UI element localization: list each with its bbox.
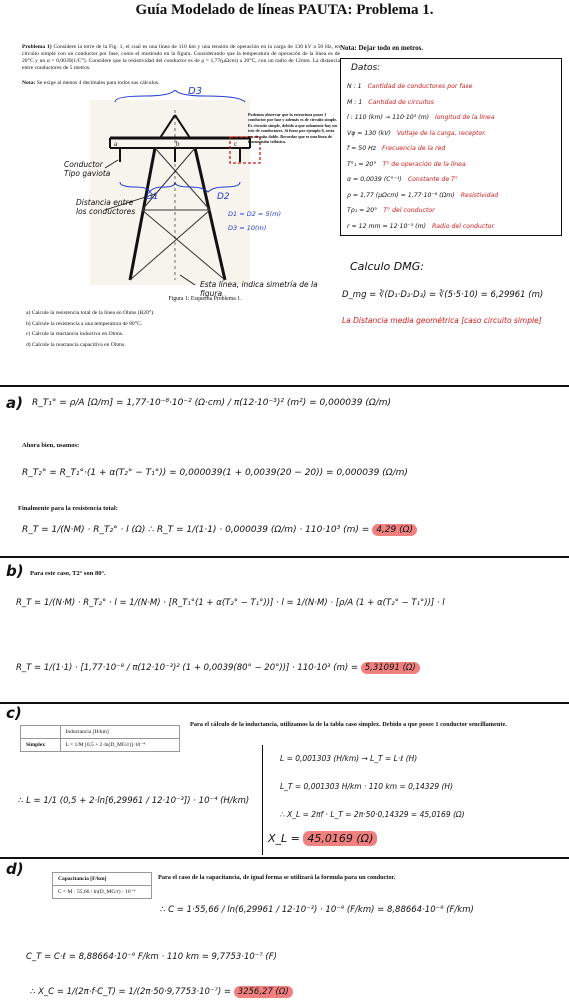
divider-c <box>0 702 569 704</box>
section-a-eq1: R_T₁° = ρ/A [Ω/m] = 1,77·10⁻⁸·10⁻² (Ω·cm) / π(12·10⁻³)² (m²) = 0,000039 (Ω/m) <box>32 398 392 408</box>
label-d2: D2 <box>217 192 230 202</box>
label-distance: Distancia entre los conductores <box>76 198 136 216</box>
divider-a <box>0 385 569 387</box>
label-eq1: D1 = D2 = 5(m) <box>228 210 281 218</box>
data-row-desc: Frecuencia de la red <box>382 145 446 152</box>
label-eq2: D3 = 10(m) <box>228 224 267 232</box>
data-row-key: l : 110 (km) → 110·10³ (m) <box>347 114 430 121</box>
data-row-desc: Radio del conductor <box>431 222 494 230</box>
section-c-r1: L = 0,001303 (H/km) → L_T = L·ℓ (H) <box>280 754 418 763</box>
data-row <box>347 203 559 219</box>
question-b: b) Calcule la resistencia a una temperatura de 80°C. <box>26 320 143 327</box>
data-row <box>347 157 559 173</box>
section-c-divider <box>262 745 263 855</box>
inductance-table-formula: L = 1/M [0,5 + 2·ln(D_MG/r)]·10⁻⁴ <box>60 739 179 752</box>
data-row-desc: Cantidad de conductores por fase <box>367 83 473 90</box>
data-row <box>347 79 559 95</box>
data-row-desc: Resistividad <box>460 191 499 199</box>
section-a-eq3: R_T = 1/(N·M) · R_T₂° · l (Ω) ∴ R_T = 1/(1·1) · 0,000039 (Ω/m) · 110·10³ (m) = 4,29 (Ω) <box>22 522 562 538</box>
section-a-eq2: R_T₂° = R_T₁°·(1 + α(T₂° − T₁°)) = 0,000039(1 + 0,0039(20 − 20)) = 0,000039 (Ω/m) <box>22 468 408 478</box>
problem-note <box>22 80 340 86</box>
divider-b <box>0 556 569 558</box>
problem-text: Considere la torre de la Fig. 1, el cual es una línea de 110 km y una tensión de operación en la carga de 130 kV a 50 Hz, en circuito simple con un conductor por fase, como el mostrado en la figura. Considerando que la temperatura de operación de la línea es de 20°C y un α = 0,0039(1/C°). Considere que la resistividad del conductor es de ρ = 1,77(μΩcm) a 20°C, con un radio de 12mm. La distancia entre conductores de 5 metros. <box>22 44 340 71</box>
section-c-result: 45,0169 (Ω) <box>303 831 377 846</box>
section-c-r2: L_T = 0,001303 H/km · 110 km = 0,14329 (H) <box>280 782 453 791</box>
dmg-formula: D_mg = ∛(D₁·D₂·D₃) = ∛(5·5·10) = 6,29961 (m) <box>342 290 544 300</box>
capacitance-table-formula: C = M · 55,66 / ln(D_MG/r) · 10⁻⁹ <box>53 886 152 899</box>
section-c-final: X_L = 45,0169 (Ω) <box>268 832 377 845</box>
section-a-result: 4,29 (Ω) <box>372 524 417 536</box>
label-symmetry: Esta línea, indica simetría de la figura <box>200 280 318 298</box>
inductance-table-row: Simplex <box>26 742 45 748</box>
dmg-title: Calculo DMG: <box>350 260 424 273</box>
section-d-label: d) <box>6 860 24 878</box>
data-row-key: M : 1 <box>347 98 363 106</box>
section-b-label: b) <box>6 562 24 580</box>
label-conductor: Conductor Tipo gaviota <box>64 160 111 178</box>
note-label: Nota: <box>22 80 36 86</box>
question-c: c) Calcule la reactancia inductiva en Ohms. <box>26 331 124 337</box>
label-b: b <box>176 140 180 148</box>
data-box <box>340 58 562 236</box>
section-b-result: 5,31091 (Ω) <box>361 662 420 674</box>
page-title: Guía Modelado de líneas PAUTA: Problema 1. <box>135 2 434 18</box>
question-a: a) Calcule la resistencia total de la línea en Ohms (R20°). <box>26 310 155 316</box>
data-row-key: r = 12 mm = 12·10⁻³ (m) <box>347 222 426 230</box>
data-row-desc: longitud de la línea <box>435 114 495 121</box>
problem-statement <box>22 44 340 72</box>
section-d-text: Para el caso de la capacitancia, de igual forma se utilizará la formula para un conductor. <box>158 874 396 881</box>
inductance-table <box>20 725 180 752</box>
divider-d <box>0 857 569 859</box>
label-d1: D1 <box>146 192 159 202</box>
label-a: a <box>114 140 118 148</box>
figure-caption: Figura 1: Esquema Problema 1. <box>168 296 242 302</box>
label-c: c <box>234 140 238 148</box>
data-row-desc: T° de operación de la línea <box>382 160 466 168</box>
figure-side-note: Podemos observar que la estructura posee 1 conductor por fase y además es de circuito simple. Es circuito simple, debido a que solamente hay un trío de conductores. Si fuese por ejemplo 6, sería un circuito doble. Recordar que es una línea de transmisión trifásica. <box>248 112 338 145</box>
note-right: Nota: Dejar todo en metros. <box>340 44 424 52</box>
section-d-result: 3256,27 (Ω) <box>234 986 293 998</box>
data-row <box>347 110 559 126</box>
section-d-eq3: ∴ X_C = 1/(2π·f·C_T) = 1/(2π·50·9,7753·10⁻⁷) = 3256,27 (Ω) <box>30 984 560 1000</box>
section-b-eq1: R_T = 1/(N·M) · R_T₂° · l = 1/(N·M) · [R_T₁°(1 + α(T₂° − T₁°))] · l = 1/(N·M) · [ρ/A (1 + α(T₂° − T₁°))] · l <box>16 598 445 608</box>
note-text: Se exige al menos 4 decimales para todos sus cálculos. <box>36 80 160 86</box>
section-b-text: Para este caso, T2° son 80°. <box>30 570 106 577</box>
capacitance-table-header: Capacitancia [F/km] <box>53 873 152 886</box>
data-row <box>347 172 559 188</box>
dmg-explain: La Distancia media geométrica [caso circuito simple] <box>342 316 542 325</box>
data-row-desc: Voltaje de la carga, receptor. <box>396 129 487 137</box>
data-row-key: f = 50 Hz <box>347 145 377 152</box>
section-c-r3: ∴ X_L = 2πf · L_T = 2π·50·0,14329 = 45,0169 (Ω) <box>280 810 465 819</box>
data-row-key: T°₁ = 20° <box>347 160 377 168</box>
section-c-results <box>280 745 562 829</box>
data-row-key: N : 1 <box>347 83 362 90</box>
data-row-key: Vφ = 130 (kV) <box>347 129 391 137</box>
data-row-desc: Constante de T° <box>407 176 458 183</box>
section-d-eq1: ∴ C = 1·55,66 / ln(6,29961 / 12·10⁻³) · 10⁻⁹ (F/km) = 8,88664·10⁻⁹ (F/km) <box>160 905 474 915</box>
data-row <box>347 95 559 111</box>
data-row <box>347 141 559 157</box>
section-a-text2: Finalmente para la resistencia total: <box>18 505 118 512</box>
data-header: Datos: <box>351 63 381 73</box>
data-row <box>347 126 559 142</box>
section-c-label: c) <box>6 704 22 722</box>
data-rows <box>347 79 559 234</box>
section-d-eq2: C_T = C·ℓ = 8,88664·10⁻⁹ F/km · 110 km = 9,7753·10⁻⁷ (F) <box>26 952 277 962</box>
data-row-key: Tρ₁ = 20° <box>347 207 378 214</box>
section-c-text: Para el cálculo de la inductancia, utilizamos la de la tabla caso simplex. Debido a que posee 1 conductor sencillamente. <box>190 721 507 728</box>
label-d3: D3 <box>188 86 203 97</box>
questions-list <box>26 308 326 350</box>
inductance-table-header: Inductancia [H/km] <box>60 726 179 739</box>
problem-label: Problema 1) <box>22 44 52 50</box>
section-a-label: a) <box>6 394 23 412</box>
data-row-key: α = 0,0039 (C°⁻¹) <box>347 176 402 183</box>
question-d: d) Calcule la reactancia capacitiva en Ohms. <box>26 341 126 348</box>
data-row-key: ρ = 1,77 (μΩcm) = 1,77·10⁻⁸ (Ωm) <box>347 191 455 199</box>
section-a-text1: Ahora bien, usamos: <box>22 442 80 449</box>
data-row <box>347 188 559 204</box>
data-row <box>347 219 559 235</box>
data-row-desc: Cantidad de circuitos <box>368 98 434 106</box>
data-row-desc: T° del conductor <box>383 207 435 214</box>
capacitance-table <box>52 872 152 899</box>
section-b-eq2: R_T = 1/(1·1) · [1,77·10⁻⁸ / π(12·10⁻³)² (1 + 0,0039(80° − 20°))] · 110·10³ (m) = 5,31091 (Ω) <box>16 660 564 676</box>
section-c-eq: ∴ L = 1/1 (0,5 + 2·ln[6,29961 / 12·10⁻³]) · 10⁻⁴ (H/km) <box>18 796 250 806</box>
